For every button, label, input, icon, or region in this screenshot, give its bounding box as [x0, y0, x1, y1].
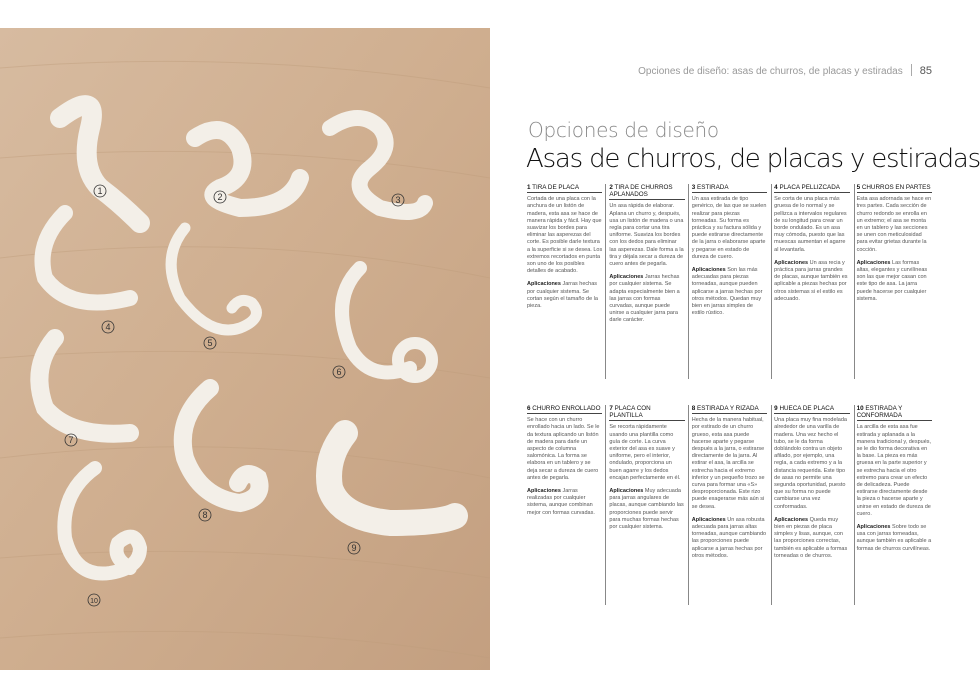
section-10	[857, 405, 932, 566]
section-applications: Aplicaciones Un asa robusta adecuada para jarras altas torneadas, aunque cambiando las proporciones puede aplicarse a jarras hechas por otros métodos.	[691, 516, 767, 559]
section-heading: 1 TIRA DE PLACA	[527, 184, 602, 193]
section-heading: 9 HUECA DE PLACA	[774, 405, 849, 414]
label-10: 10	[90, 598, 98, 605]
running-title: Opciones de diseño: asas de churros, de placas y estiradas	[638, 66, 903, 77]
section-body: Un asa rápida de elaborar. Aplana un churro y, después, usa un listón de madera o una regla para cortar una tira uniforme. Suaviza los bordes con los dedos para eliminar las asperezas. Dale forma a la tira y déjala secar a dureza de cuero antes de pegarla.	[609, 203, 684, 268]
column-rule	[854, 184, 855, 379]
column-rule	[605, 405, 606, 605]
section-heading: 8 ESTIRADA Y RIZADA	[692, 405, 767, 414]
section-body: La arcilla de esta asa fue estirada y aplanada a la manera tradicional y, después, se le dio forma decorativa en la base. La pieza es más gruesa en la parte superior y se estrecha hacia el otro extremo para crear un efecto de delicadeza. Puede estirarse directamente desde la pieza o hacerse aparte y unirse en estado de dureza de cuero.	[856, 424, 932, 517]
page-number: 85	[919, 65, 932, 77]
handles-photo	[0, 28, 490, 670]
section-heading: 3 ESTIRADA	[692, 184, 767, 193]
section-3	[692, 184, 767, 331]
label-8: 8	[202, 510, 208, 520]
section-8	[692, 405, 767, 566]
section-body: Hecha de la manera habitual, por estirado de un churro grueso, esta asa puede hacerse aparte y pegarse después a la jarra, o estirarse directamente de la jarra. Al estirar el asa, la arcilla se estrecha hacia el extremo inferior y un pequeño trozo se curva para formar una «S» desproporcionada. Este rizo puede exagerarse más aún si se desea.	[691, 417, 765, 510]
column-rule	[688, 405, 689, 605]
column-rule	[771, 405, 772, 605]
section-heading: 4 PLACA PELLIZCADA	[774, 184, 849, 193]
section-applications: Aplicaciones Queda muy bien en piezas de placa simples y lisas, aunque, con las proporciones correctas, también es aplicable a formas torneadas o de churros.	[774, 516, 848, 559]
sections-row-1	[527, 184, 932, 331]
section-heading: 5 CHURROS EN PARTES	[857, 184, 932, 193]
section-applications: Aplicaciones Las formas altas, elegantes y curvilíneas son las que mejor casan con este tipo de asa. La jarra puede hacerse por cualquier sistema.	[856, 259, 928, 302]
section-body: Un asa estirada de tipo genérico, de las que se suelen realizar para piezas torneadas. Su forma es práctica y su factura sólida y puede estirarse directamente de la jarra o elaborarse aparte y pegarse en estado de dureza de cuero.	[691, 196, 767, 260]
section-body: Se recorta rápidamente usando una plantilla como guía de corte. La curva exterior del asa es suave y uniforme, pero el interior, ondulado, proporciona un buen agarre y los dedos encajan perfectamente en él.	[609, 424, 681, 481]
label-3: 3	[395, 195, 401, 205]
section-9	[774, 405, 849, 566]
section-kicker: Opciones de diseño	[528, 118, 719, 142]
column-rule	[688, 184, 689, 379]
section-2	[609, 184, 684, 331]
section-heading: 7 PLACA CON PLANTILLA	[609, 405, 684, 421]
section-7	[609, 405, 684, 566]
label-9: 9	[351, 543, 357, 553]
section-applications: Aplicaciones Jarras hechas por cualquier sistema. Se adapta especialmente bien a las jarras con formas curvadas, aunque puede unirse a cualquier jarra para darle carácter.	[609, 274, 680, 324]
header-divider	[911, 64, 912, 76]
label-7: 7	[68, 435, 74, 445]
running-header	[638, 64, 932, 77]
section-body: Cortada de una placa con la anchura de un listón de madera, esta asa se hace de manera rápida y fácil. Hay que suavizar los bordes para eliminar las asperezas del corte. Es posible darle textura a la superficie si se desea. Los extremos recortados en punta son uno de los posibles detalles de acabado.	[527, 196, 603, 275]
section-applications: Aplicaciones Jarras hechas por cualquier sistema. Se cortan según el tamaño de la pieza.	[527, 281, 598, 310]
section-applications: Aplicaciones Un asa recia y práctica para jarras grandes de placas, aunque también es aplicable a piezas hechas por otros sistemas si el estilo es adecuado.	[774, 259, 848, 302]
section-heading: 6 CHURRO ENROLLADO	[527, 405, 602, 414]
sections-row-2	[527, 405, 932, 566]
label-2: 2	[217, 192, 223, 202]
section-6	[527, 405, 602, 566]
label-1: 1	[97, 186, 103, 196]
clay-handles-illustration	[0, 28, 490, 670]
section-applications: Aplicaciones Sobre todo se usa con jarras torneadas, aunque también es aplicable a formas de churros curvilíneas.	[856, 524, 932, 552]
section-heading: 2 TIRA DE CHURROS APLANADOS	[609, 184, 684, 200]
section-body: Se hace con un churro enrollado hacia un lado. Se le da textura aplicando un listón de madera para darle un aspecto de columna salomónica. La forma se elabora en un tablero y se deja secar a dureza de cuero antes de pegarla.	[527, 417, 600, 481]
section-applications: Aplicaciones Son las más adecuadas para piezas torneadas, aunque pueden aplicarse a jarras hechas por otros métodos. Quedan muy bien en jarras simples de estilo rústico.	[691, 267, 763, 317]
page-title: Asas de churros, de placas y estiradas	[526, 144, 980, 174]
section-body: Esta asa adornada se hace en tres partes. Cada sección de churro redondo se enrolla en un extremo; el asa se monta en un tablero y las secciones se unen con meticulosidad para evitar grietas durante la cocción.	[856, 196, 932, 253]
section-1	[527, 184, 602, 331]
section-body: Se corta de una placa más gruesa de lo normal y se pellizca a intervalos regulares de su longitud para crear un borde ondulado. Es un asa muy cómoda, puesto que las muescas aumentan el agarre al levantarla.	[774, 196, 847, 253]
label-6: 6	[336, 367, 342, 377]
column-rule	[771, 184, 772, 379]
label-4: 4	[105, 322, 111, 332]
section-5	[857, 184, 932, 331]
section-applications: Aplicaciones Muy adecuada para jarras angulares de placas, aunque cambiando las proporciones puede servir para muchas formas hechas por cualquier sistema.	[609, 488, 684, 531]
column-rule	[605, 184, 606, 379]
section-4	[774, 184, 849, 331]
section-heading: 10 ESTIRADA Y CONFORMADA	[857, 405, 932, 421]
section-body: Una placa muy fina modelada alrededor de una varilla de madera. Una vez hecho el tubo, se le da forma doblándolo contra un objeto afilado, por ejemplo, una regla, a cada extremo y a la distancia requerida. Este tipo de asas no permite una segunda oportunidad, puesto que su forma no puede cambiarse una vez conformadas.	[774, 417, 847, 510]
column-rule	[854, 405, 855, 605]
label-5: 5	[207, 338, 213, 348]
section-applications: Aplicaciones Jarras realizadas por cualquier sistema, aunque combinan mejor con formas curvadas.	[527, 488, 595, 516]
